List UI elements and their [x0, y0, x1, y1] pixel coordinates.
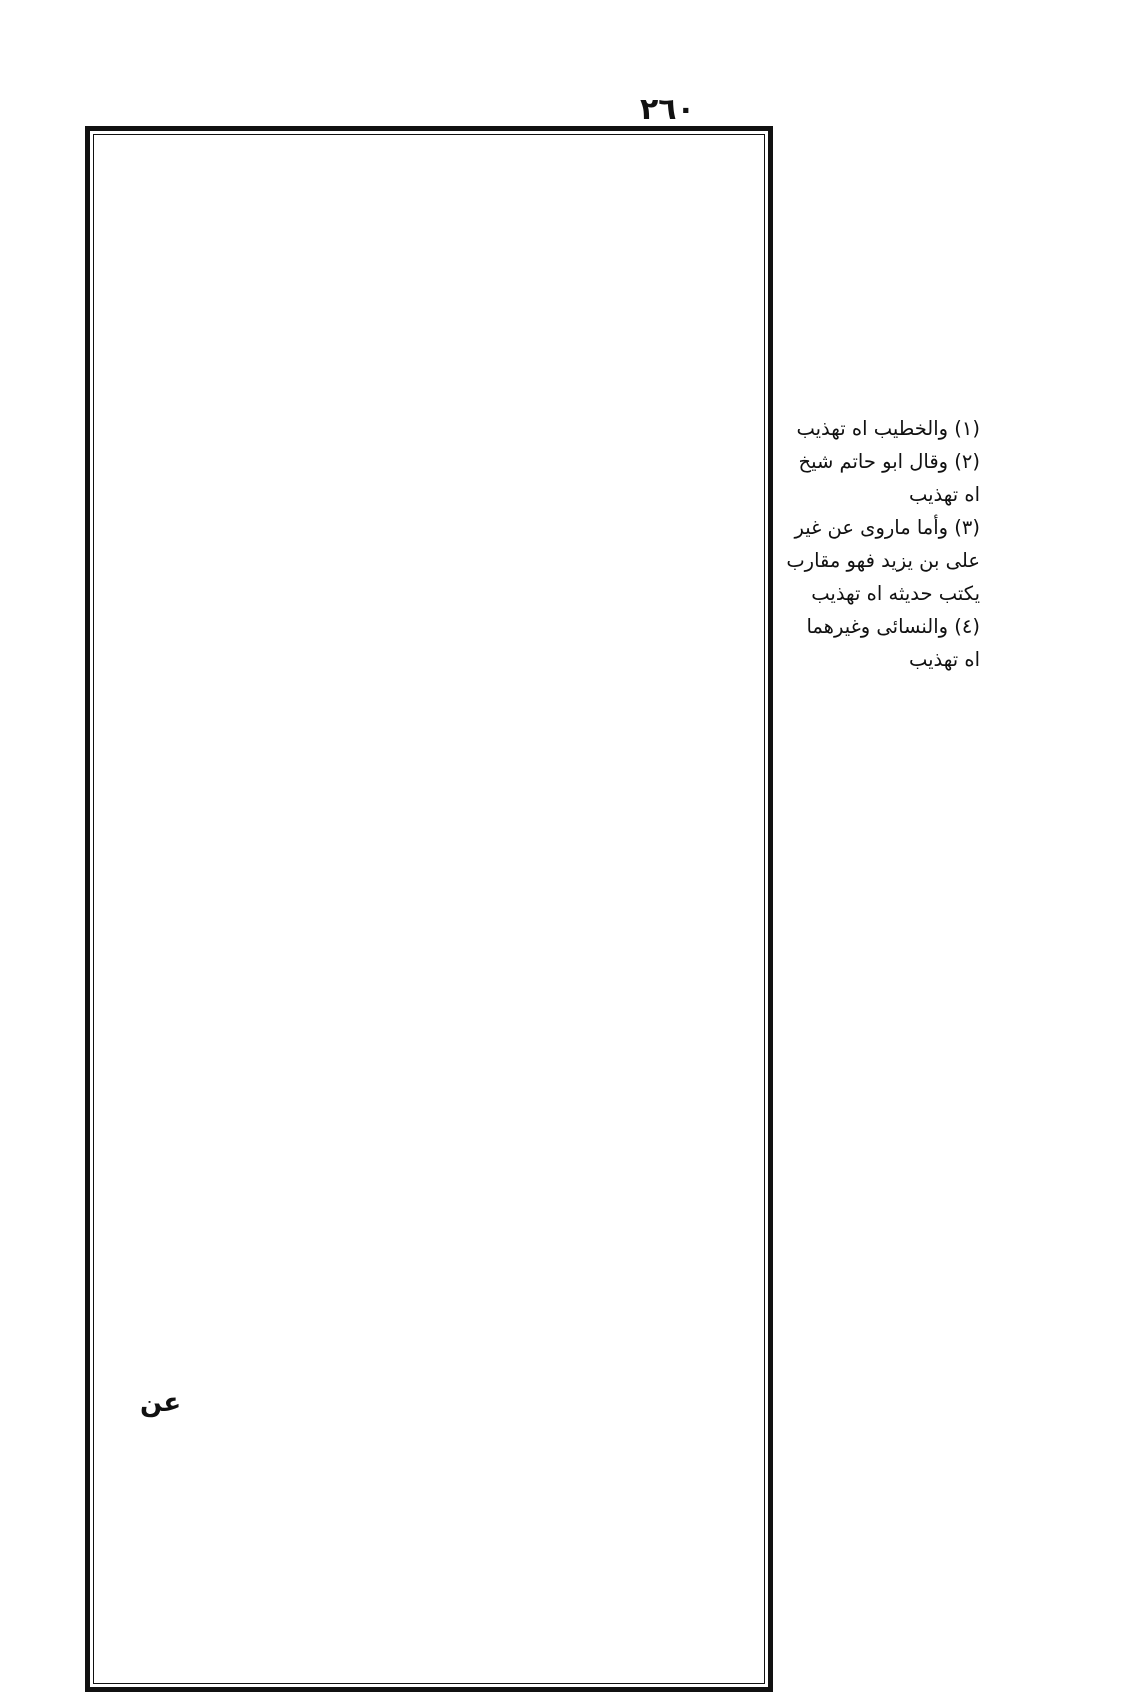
catchword: عن: [140, 1388, 182, 1418]
footnote-line: على بن يزيد فهو مقارب: [786, 549, 980, 572]
margin-footnotes: [786, 412, 980, 676]
footnote-line: يكتب حديثه اه تهذيب: [811, 582, 980, 605]
footnote-line: (١) والخطيب اه تهذيب: [796, 417, 980, 440]
footnote-line: اه تهذيب: [908, 648, 980, 671]
footnote-line: (٤) والنسائى وغيرهما: [806, 615, 980, 638]
footnote-line: اه تهذيب: [908, 483, 980, 506]
main-text-frame: [85, 126, 773, 1692]
main-text-body: [93, 134, 765, 1684]
footnote-line: (٣) وأما ماروى عن غير: [794, 516, 980, 539]
footnote-line: (٢) وقال ابو حاتم شيخ: [798, 450, 980, 473]
page-number: ٢٦٠: [640, 92, 695, 127]
